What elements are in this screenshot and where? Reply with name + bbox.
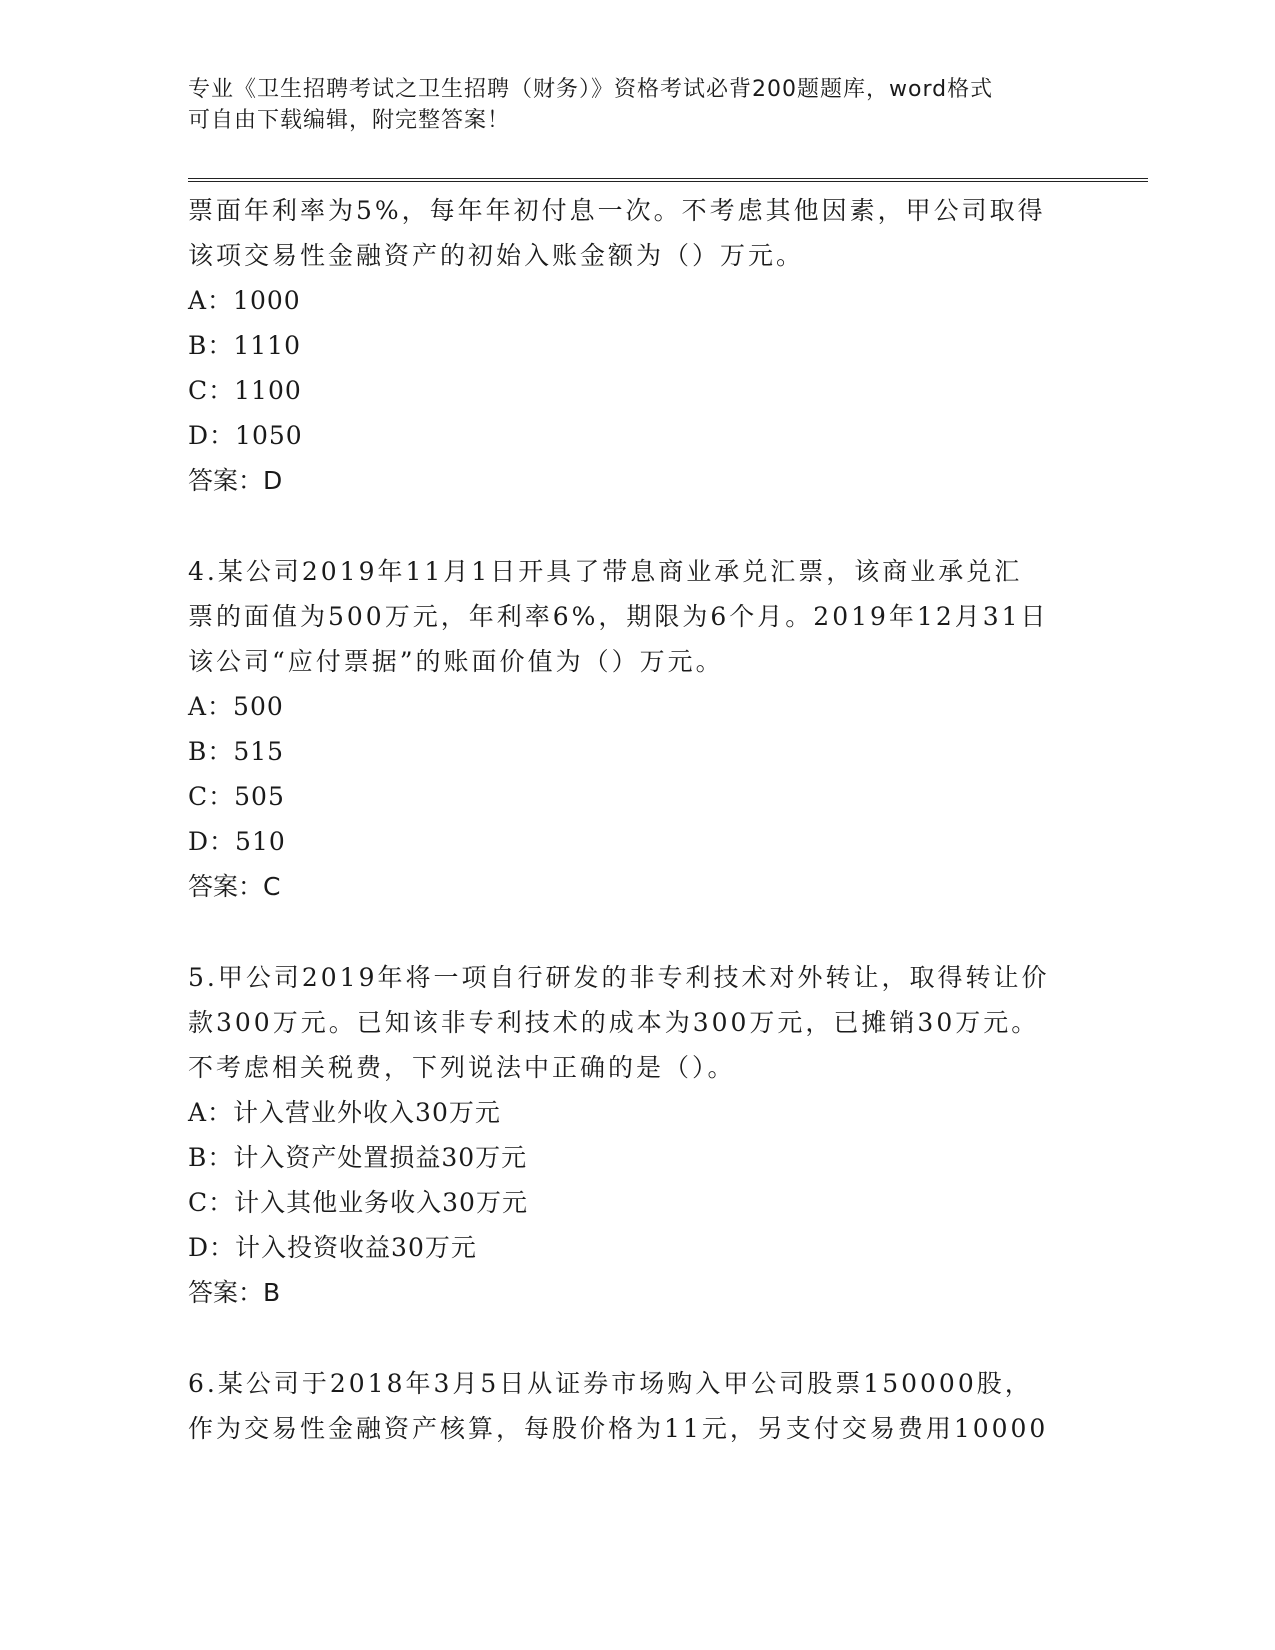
option-d: D：510 xyxy=(188,827,286,856)
question-text-line: 票的面值为500万元，年利率6%，期限为6个月。2019年12月31日 xyxy=(188,602,1049,631)
option-b: B：1110 xyxy=(188,331,301,360)
answer-line: 答案：B xyxy=(188,1278,281,1307)
option-a: A：500 xyxy=(188,692,284,721)
question-block-3 xyxy=(188,188,1088,503)
question-text-line: 5.甲公司2019年将一项自行研发的非专利技术对外转让，取得转让价 xyxy=(188,963,1050,992)
header-title-line-2: 可自由下载编辑，附完整答案！ xyxy=(188,108,511,133)
question-block-5 xyxy=(188,955,1088,1315)
option-d: D：1050 xyxy=(188,421,303,450)
option-d: D：计入投资收益30万元 xyxy=(188,1233,477,1262)
option-b: B：计入资产处置损益30万元 xyxy=(188,1143,528,1172)
question-block-4 xyxy=(188,549,1088,909)
option-b: B：515 xyxy=(188,737,285,766)
question-text-line: 不考虑相关税费，下列说法中正确的是（）。 xyxy=(188,1053,736,1082)
document-body xyxy=(188,188,1088,1451)
option-c: C：计入其他业务收入30万元 xyxy=(188,1188,528,1217)
question-text-line: 4.某公司2019年11月1日开具了带息商业承兑汇票，该商业承兑汇 xyxy=(188,557,1023,586)
answer-line: 答案：D xyxy=(188,466,283,495)
header-divider xyxy=(188,178,1148,182)
option-a: A：计入营业外收入30万元 xyxy=(188,1098,501,1127)
question-text-line: 该公司“应付票据”的账面价值为（）万元。 xyxy=(188,647,724,676)
question-text-line: 该项交易性金融资产的初始入账金额为（）万元。 xyxy=(188,241,805,270)
option-a: A：1000 xyxy=(188,286,301,315)
header-title-line-1: 专业《卫生招聘考试之卫生招聘（财务）》资格考试必背200题题库，word格式 xyxy=(188,77,994,102)
answer-line: 答案：C xyxy=(188,872,281,901)
page-header xyxy=(188,74,1068,136)
question-block-6 xyxy=(188,1361,1088,1451)
option-c: C：1100 xyxy=(188,376,302,405)
question-text-line: 票面年利率为5%，每年年初付息一次。不考虑其他因素，甲公司取得 xyxy=(188,196,1046,225)
question-text-line: 作为交易性金融资产核算，每股价格为11元，另支付交易费用10000 xyxy=(188,1414,1049,1443)
question-text-line: 款300万元。已知该非专利技术的成本为300万元，已摊销30万元。 xyxy=(188,1008,1040,1037)
option-c: C：505 xyxy=(188,782,285,811)
question-text-line: 6.某公司于2018年3月5日从证券市场购入甲公司股票150000股， xyxy=(188,1369,1033,1398)
